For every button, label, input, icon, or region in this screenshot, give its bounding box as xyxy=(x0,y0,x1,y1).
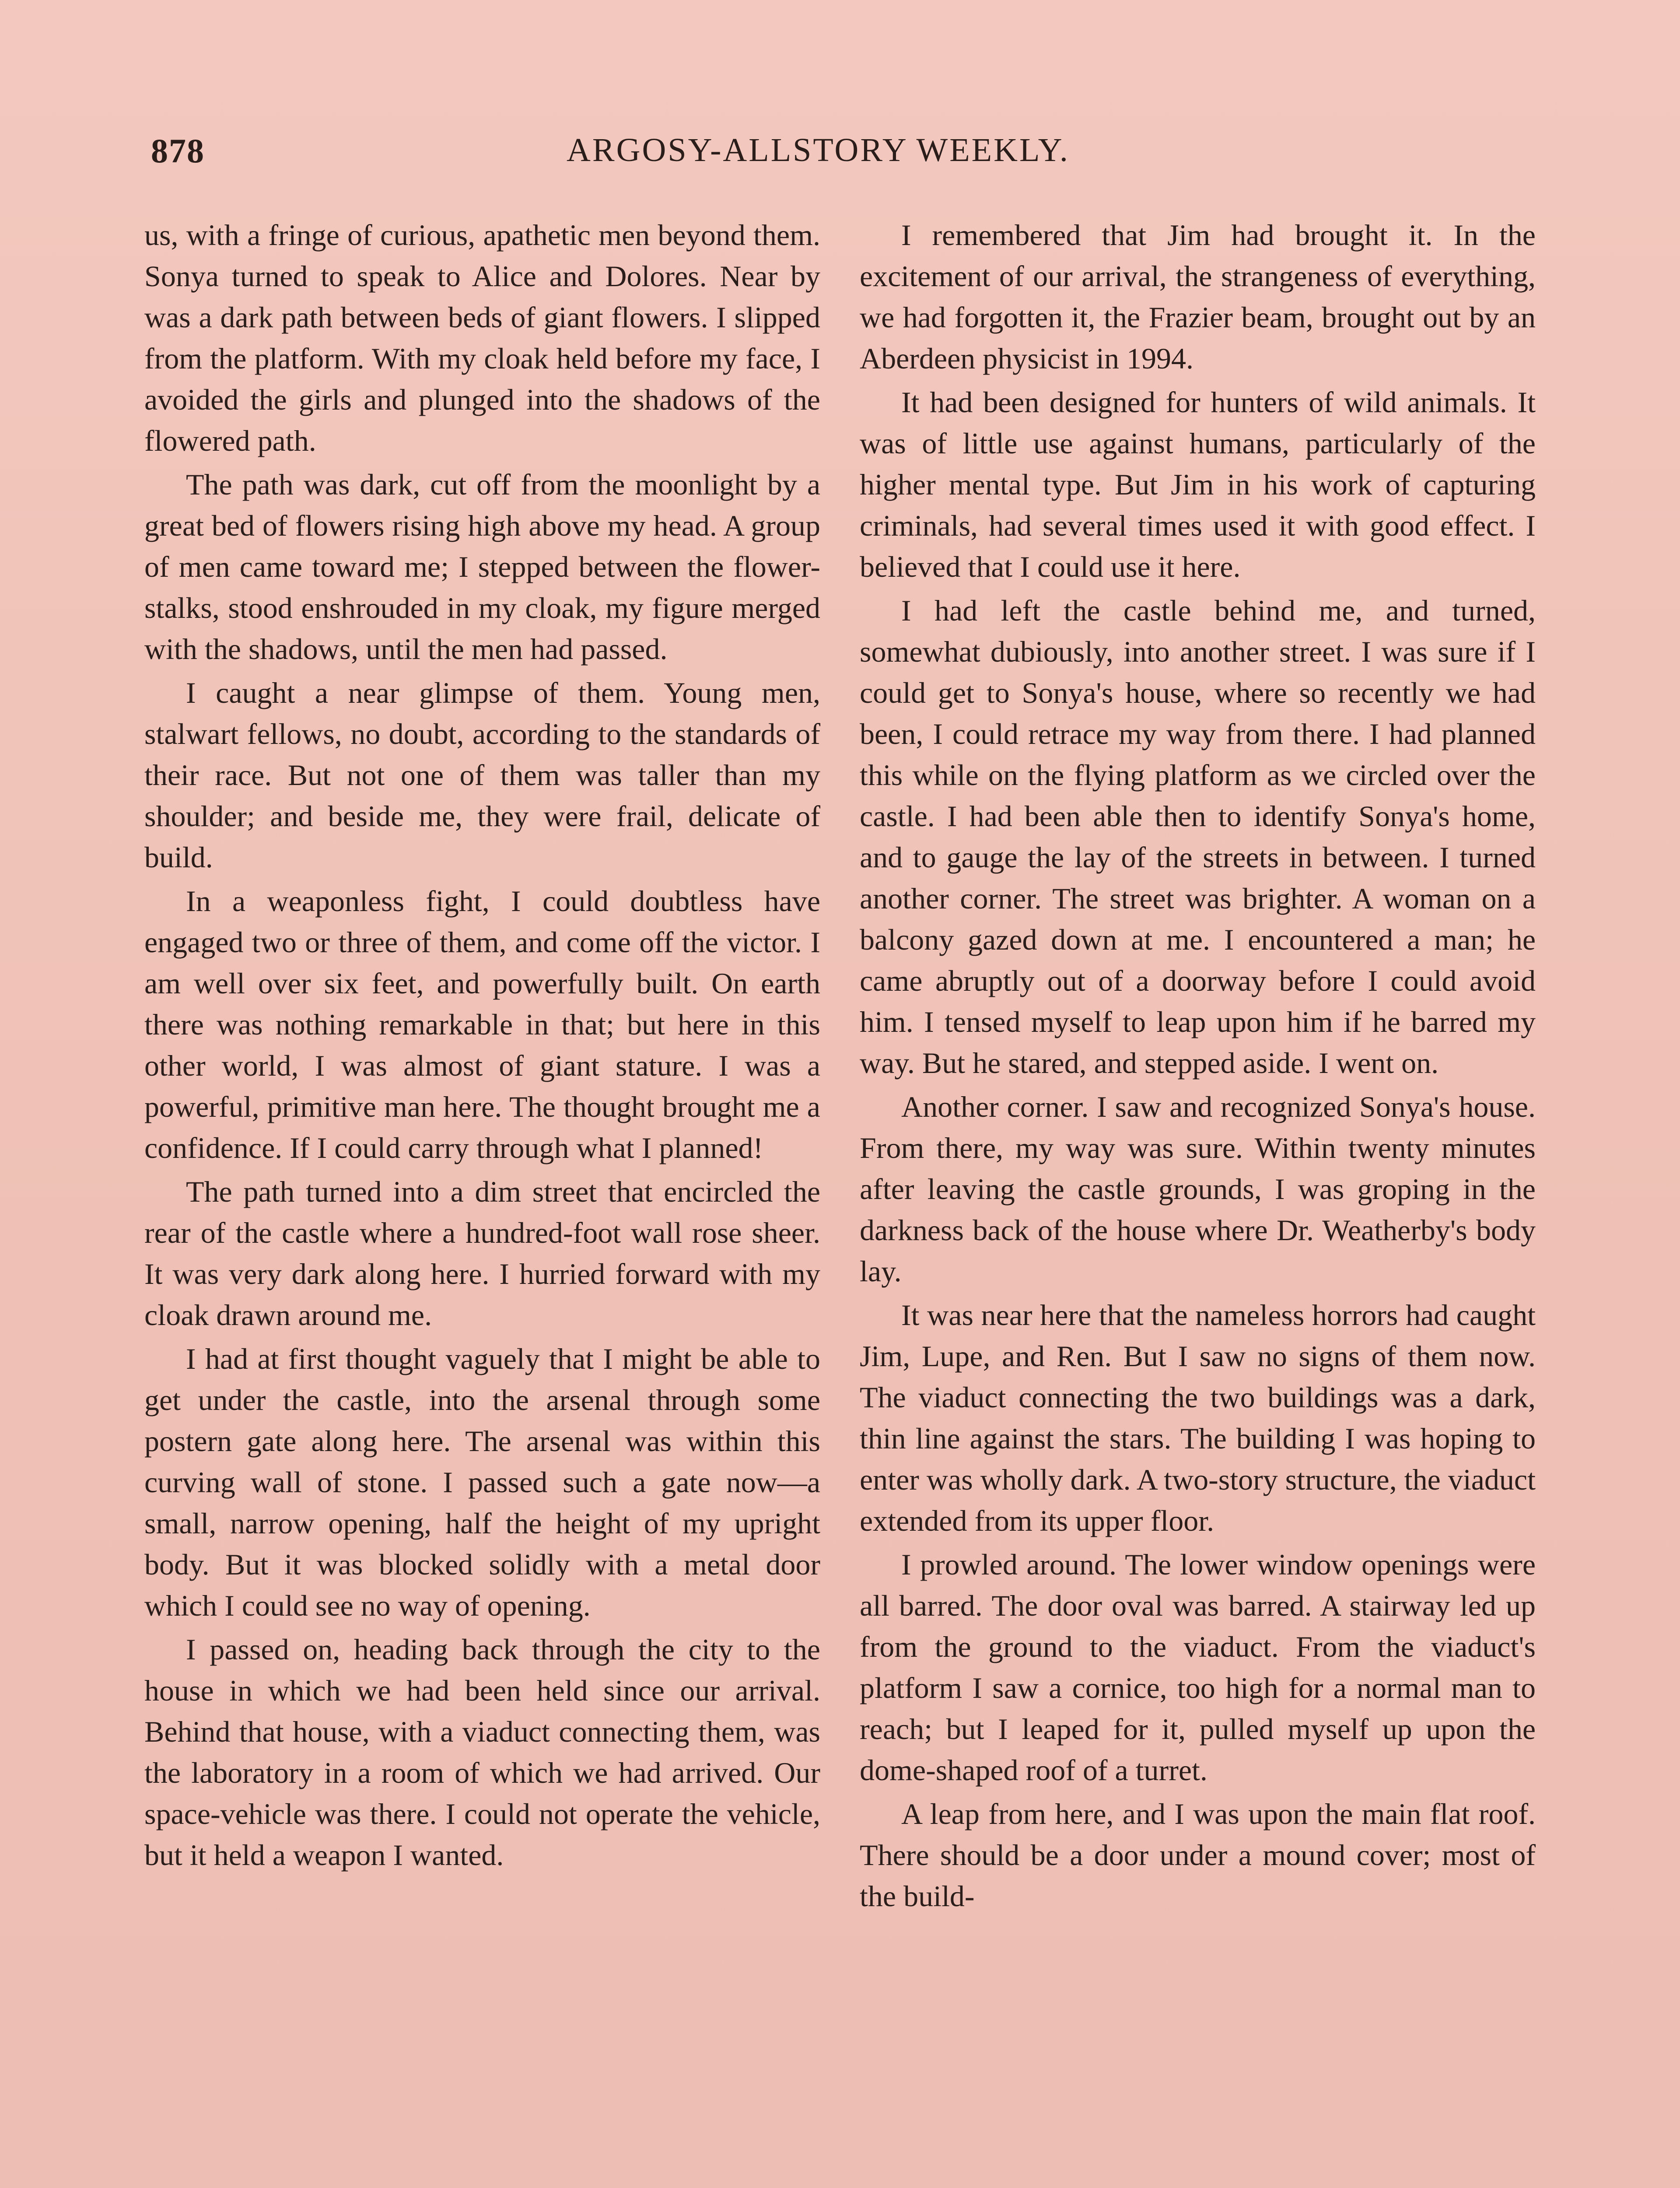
paragraph: Another corner. I saw and recognized Sonya's house. From there, my way was sure. Within twenty minutes after leaving the castle grounds, I was groping in the darkness back of the house where Dr. Weatherby's body lay. xyxy=(860,1090,1536,1288)
paragraph: The path was dark, cut off from the moonlight by a great bed of flowers rising high above my head. A group of men came toward me; I stepped between the flower-stalks, stood enshrouded in my cloak, my figure merged with the shadows, until the men had passed. xyxy=(144,468,820,666)
paragraph: A leap from here, and I was upon the main flat roof. There should be a door under a mound cover; most of the build- xyxy=(860,1797,1536,1913)
paragraph: It had been designed for hunters of wild animals. It was of little use against humans, particularly of the higher mental type. But Jim in his work of capturing criminals, had several times used it with good effect. I believed that I could use it here. xyxy=(860,386,1536,583)
paragraph: I had left the castle behind me, and turned, somewhat dubiously, into another street. I was sure if I could get to Sonya's house, where so recently we had been, I could retrace my way from there. I had planned this while on the flying platform as we circled over the castle. I had been able then to identify Sonya's home, and to gauge the lay of the streets in between. I turned another corner. The street was brighter. A woman on a balcony gazed down at me. I encountered a man; he came abruptly out of a doorway before I could avoid him. I tensed myself to leap upon him if he barred my way. But he stared, and stepped aside. I went on. xyxy=(860,594,1536,1080)
left-column xyxy=(144,214,820,1876)
page-header xyxy=(151,131,1542,179)
paragraph: I had at first thought vaguely that I might be able to get under the castle, into the arsenal through some postern gate along here. The arsenal was within this curving wall of stone. I passed such a gate now—a small, narrow opening, half the height of my upright body. But it was blocked solidly with a metal door which I could see no way of opening. xyxy=(144,1342,820,1622)
paragraph: I passed on, heading back through the city to the house in which we had been held since our arrival. Behind that house, with a viaduct connecting them, was the laboratory in a room of which we had arrived. Our space-vehicle was there. I could not operate the vehicle, but it held a weapon I wanted. xyxy=(144,1633,820,1872)
page-number: 878 xyxy=(151,132,205,170)
paragraph: us, with a fringe of curious, apathetic men beyond them. Sonya turned to speak to Alice and Dolores. Near by was a dark path between beds of giant flowers. I slipped from the platform. With my cloak held before my face, I avoided the girls and plunged into the shadows of the flowered path. xyxy=(144,218,820,457)
running-head: ARGOSY-ALLSTORY WEEKLY. xyxy=(567,132,1070,168)
paragraph: The path turned into a dim street that encircled the rear of the castle where a hundred-foot wall rose sheer. It was very dark along here. I hurried forward with my cloak drawn around me. xyxy=(144,1175,820,1332)
paragraph: I prowled around. The lower window openings were all barred. The door oval was barred. A stairway led up from the ground to the viaduct. From the viaduct's platform I saw a cornice, too high for a normal man to reach; but I leaped for it, pulled myself up upon the dome-shaped roof of a turret. xyxy=(860,1548,1536,1787)
paragraph: In a weaponless fight, I could doubtless have engaged two or three of them, and come off the victor. I am well over six feet, and powerfully built. On earth there was nothing remarkable in that; but here in this other world, I was almost of giant stature. I was a powerful, primitive man here. The thought brought me a confidence. If I could carry through what I planned! xyxy=(144,884,820,1164)
right-column xyxy=(860,214,1536,1917)
paragraph: It was near here that the nameless horrors had caught Jim, Lupe, and Ren. But I saw no signs of them now. The viaduct connecting the two buildings was a dark, thin line against the stars. The building I was hoping to enter was wholly dark. A two-story structure, the viaduct extended from its upper floor. xyxy=(860,1298,1536,1537)
paragraph: I remembered that Jim had brought it. In the excitement of our arrival, the strangeness of everything, we had forgotten it, the Frazier beam, brought out by an Aberdeen physicist in 1994. xyxy=(860,218,1536,375)
paragraph: I caught a near glimpse of them. Young men, stalwart fellows, no doubt, according to the standards of their race. But not one of them was taller than my shoulder; and beside me, they were frail, delicate of build. xyxy=(144,676,820,874)
